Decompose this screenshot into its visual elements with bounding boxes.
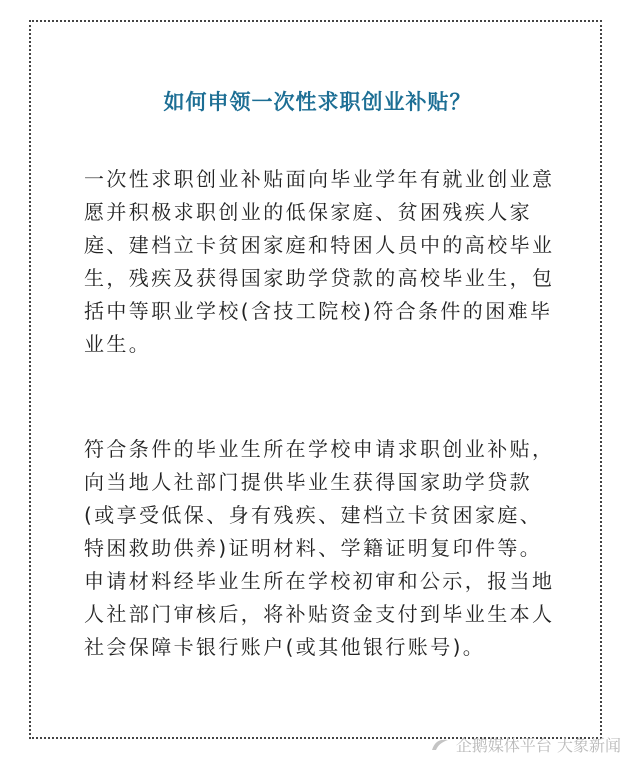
- paragraph-line: 向当地人社部门提供毕业生获得国家助学贷款: [84, 470, 532, 494]
- paragraph-line: (或享受低保、身有残疾、建档立卡贫困家庭、: [84, 503, 543, 527]
- paragraph-line: 一次性求职创业补贴面向毕业学年有就业创业意: [84, 167, 555, 191]
- paragraph-line: 特困救助供养)证明材料、学籍证明复印件等。: [84, 536, 543, 560]
- paragraph-line: 社会保障卡银行账户(或其他银行账号)。: [84, 635, 486, 659]
- paragraph-line: 符合条件的毕业生所在学校申请求职创业补贴，: [84, 437, 555, 461]
- watermark-text: 企鹅媒体平台 大象新闻: [455, 736, 621, 755]
- paragraph-line: 生，残疾及获得国家助学贷款的高校毕业生，包: [84, 266, 555, 290]
- paragraph-line: 括中等职业学校(含技工院校)符合条件的困难毕: [84, 299, 553, 323]
- paragraph-line: 人社部门审核后，将补贴资金支付到毕业生本人: [84, 602, 555, 626]
- paragraph-2: [84, 433, 574, 664]
- paragraph-line: 申请材料经毕业生所在学校初审和公示，报当地: [84, 569, 555, 593]
- watermark: [430, 733, 621, 756]
- penguin-logo-icon: [430, 738, 450, 752]
- paragraph-line: 庭、建档立卡贫困家庭和特困人员中的高校毕业: [84, 233, 555, 257]
- paragraph-1: [84, 163, 574, 361]
- paragraph-line: 愿并积极求职创业的低保家庭、贫困残疾人家: [84, 200, 532, 224]
- paragraph-line: 业生。: [84, 332, 152, 356]
- page-title: 如何申领一次性求职创业补贴？: [163, 90, 472, 114]
